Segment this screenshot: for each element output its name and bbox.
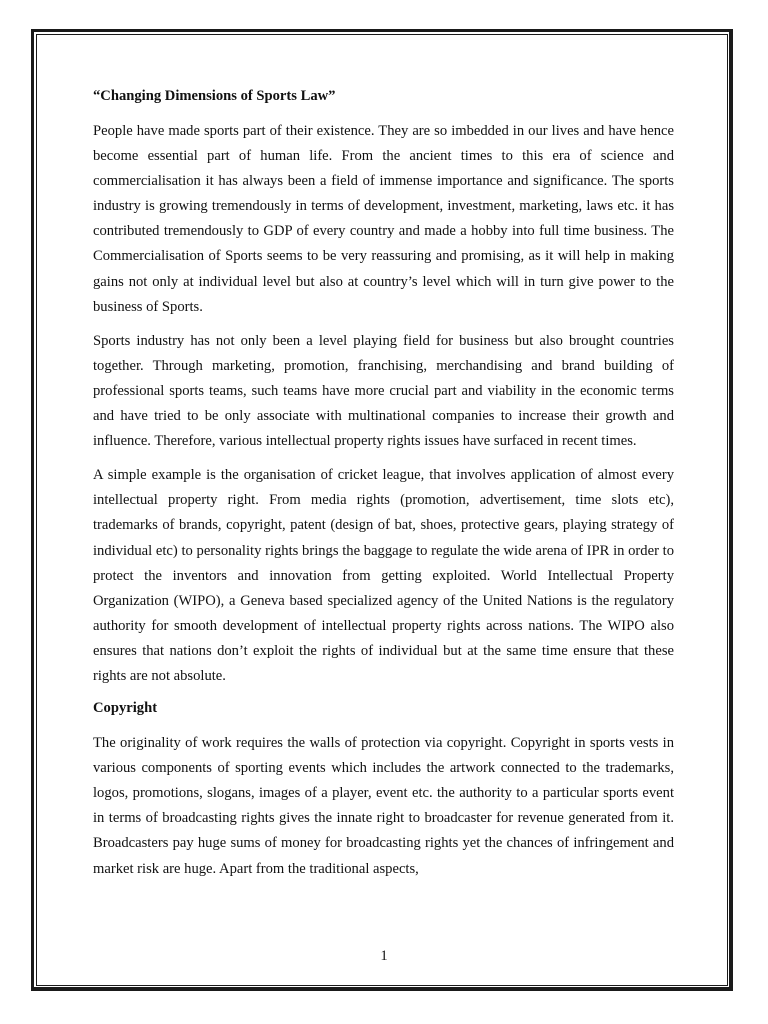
paragraph-2: Sports industry has not only been a level playing field for business but also brought countries together. Through marketing, promotion, franchising, merchandising and brand building of professional sports teams, such teams have more crucial part and viability in the economic terms and have tried to be only associate with multinational companies to increase their growth and influence. Therefore, various intellectual property rights issues have surfaced in recent times. (93, 332, 674, 450)
document-body (93, 86, 674, 891)
page-number: 1 (380, 948, 388, 964)
section-heading-copyright: Copyright (93, 700, 158, 717)
paragraph-1: People have made sports part of their existence. They are so imbedded in our lives and have hence become essential part of human life. From the ancient times to this era of science and commercialisation it has always been a field of immense importance and significance. The sports industry is growing tremendously in terms of development, investment, marketing, laws etc. it has contributed tremendously to GDP of every country and made a hobby into full time business. The Commercialisation of Sports seems to be very reassuring and promising, as it will help in making gains not only at individual level but also at country’s level which will in turn give power to the business of Sports. (93, 123, 674, 315)
paragraph-3: A simple example is the organisation of cricket league, that involves application of almost every intellectual property right. From media rights (promotion, advertisement, time slots etc), trademarks of brands, copyright, patent (design of bat, shoes, protective gears, playing strategy of individual etc) to personality rights brings the baggage to regulate the wide arena of IPR in order to protect the inventors and innovation from getting exploited. World Intellectual Property Organization (WIPO), a Geneva based specialized agency of the United Nations is the regulatory authority for smooth development of intellectual property rights across nations. The WIPO also ensures that nations don’t exploit the rights of individual but at the same time ensure that these rights are not absolute. (93, 467, 674, 684)
document-title: “Changing Dimensions of Sports Law” (93, 88, 336, 104)
paragraph-4: The originality of work requires the walls of protection via copyright. Copyright in sports vests in various components of sporting events which includes the artwork connected to the trademarks, logos, promotions, slogans, images of a player, event etc. the authority to a particular sports event in terms of broadcasting rights gives the innate right to broadcaster for revenue generated from it. Broadcasters pay huge sums of money for broadcasting rights yet the chances of infringement and market risk are huge. Apart from the traditional aspects, (93, 735, 674, 877)
